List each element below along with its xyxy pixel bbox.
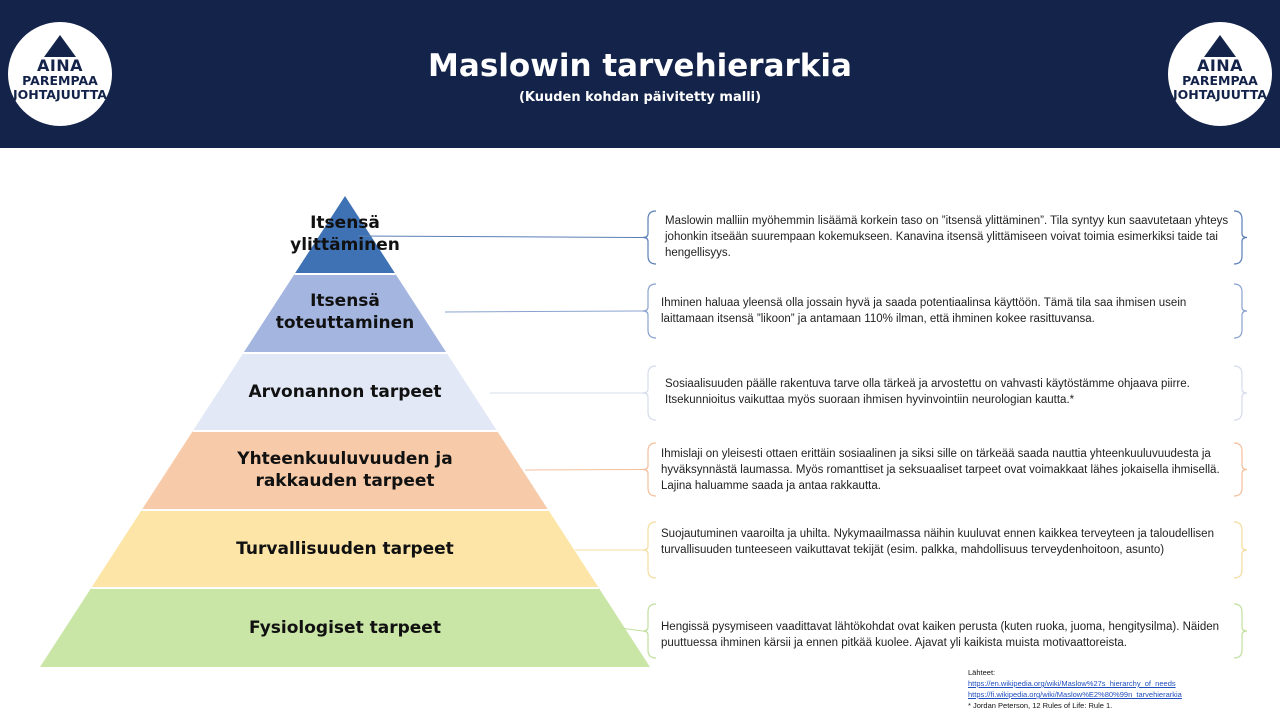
description-belonging: Ihmislaji on yleisesti ottaen erittäin sosiaalinen ja siksi sille on tärkeää saada nauttia yhteenkuuluvuudesta ja hyväksynnästä laumassa. Myös romanttiset ja seksuaaliset tarpeet ovat voimakkaat lähes jokaisella ihmisellä. Lajina haluamme saada ja antaa rakkautta. — [661, 448, 1220, 492]
logo-text-line2: PAREMPAA — [1182, 73, 1258, 88]
page-subtitle: (Kuuden kohdan päivitetty malli) — [518, 90, 762, 105]
right-bracket-esteem — [1234, 366, 1247, 420]
description-transcendence: Maslowin malliin myöhemmin lisäämä korkein taso on ”itsensä ylittäminen”. Tila syntyy kun saavutetaan yhteys johonkin itseään suurempaan kokemukseen. Kanavina itsensä ylittämiseen voivat toimia esimerkiksi taide tai hengellisyys. — [665, 215, 1229, 259]
level-label-physiological: Fysiologiset tarpeet — [249, 618, 441, 638]
source-link-english[interactable]: https://en.wikipedia.org/wiki/Maslow%27s_hierarchy_of_needs — [968, 679, 1176, 688]
description-physiological: Hengissä pysymiseen vaadittavat lähtökohdat ovat kaiken perusta (kuten ruoka, juoma, hengitysilma). Näiden puuttuessa ihminen kärsii ja ennen pitkää kuolee. Ajavat yli kaikista muista motivaattoreista. — [661, 621, 1220, 649]
left-bracket-belonging — [643, 443, 656, 496]
level-label-self-actualization: Itsensä toteuttaminen — [275, 291, 415, 333]
logo-text-line1: AINA — [1196, 56, 1244, 75]
level-label-belonging: Yhteenkuuluvuuden ja rakkauden tarpeet — [237, 449, 453, 491]
sources-block — [968, 667, 1182, 711]
level-label-esteem: Arvonannon tarpeet — [248, 382, 442, 402]
left-bracket-self-actualization — [643, 284, 656, 338]
description-esteem: Sosiaalisuuden päälle rakentuva tarve olla tärkeä ja arvostettu on vahvasti käytöstämme ohjaava piirre. Itsekunnioitus vaikuttaa myös suoraan ihmisen hyvinvointiin neurologian kautta.* — [665, 378, 1190, 406]
level-label-safety: Turvallisuuden tarpeet — [236, 539, 454, 559]
sources-footnote: * Jordan Peterson, 12 Rules of Life: Rule 1. — [968, 701, 1113, 710]
logo-text-line1: AINA — [36, 56, 84, 75]
logo-text-line3: JOHTAJUUTTA — [13, 87, 107, 102]
description-self-actualization: Ihminen haluaa yleensä olla jossain hyvä ja saada potentiaalinsa käyttöön. Tämä tila saa ihmisen usein laittamaan itsensä ”likoon” ja antamaan 110% ilman, että ihminen kokee rasittuvansa. — [661, 297, 1187, 325]
left-bracket-safety — [643, 522, 656, 578]
left-bracket-transcendence — [643, 211, 656, 264]
left-bracket-physiological — [643, 604, 656, 658]
connector-line-belonging — [525, 470, 643, 471]
level-label-transcendence: Itsensä ylittäminen — [290, 213, 400, 255]
connector-line-self-actualization — [445, 311, 643, 312]
left-bracket-esteem — [643, 366, 656, 420]
sources-heading: Lähteet: — [968, 668, 996, 677]
logo-text-line2: PAREMPAA — [22, 73, 98, 88]
right-bracket-transcendence — [1234, 211, 1247, 264]
description-safety: Suojautuminen vaaroilta ja uhilta. Nykymaailmassa näihin kuuluvat ennen kaikkea terveyteen ja taloudellisen turvallisuuden tunteeseen vaikuttavat tekijät (esim. palkka, mahdollisuus terveydenhoitoon, asunto) — [661, 528, 1214, 556]
source-link-finnish[interactable]: https://fi.wikipedia.org/wiki/Maslow%E2%80%99n_tarvehierarkia — [968, 690, 1182, 699]
logo-text-line3: JOHTAJUUTTA — [1173, 87, 1267, 102]
page-title: Maslowin tarvehierarkia — [428, 48, 852, 84]
